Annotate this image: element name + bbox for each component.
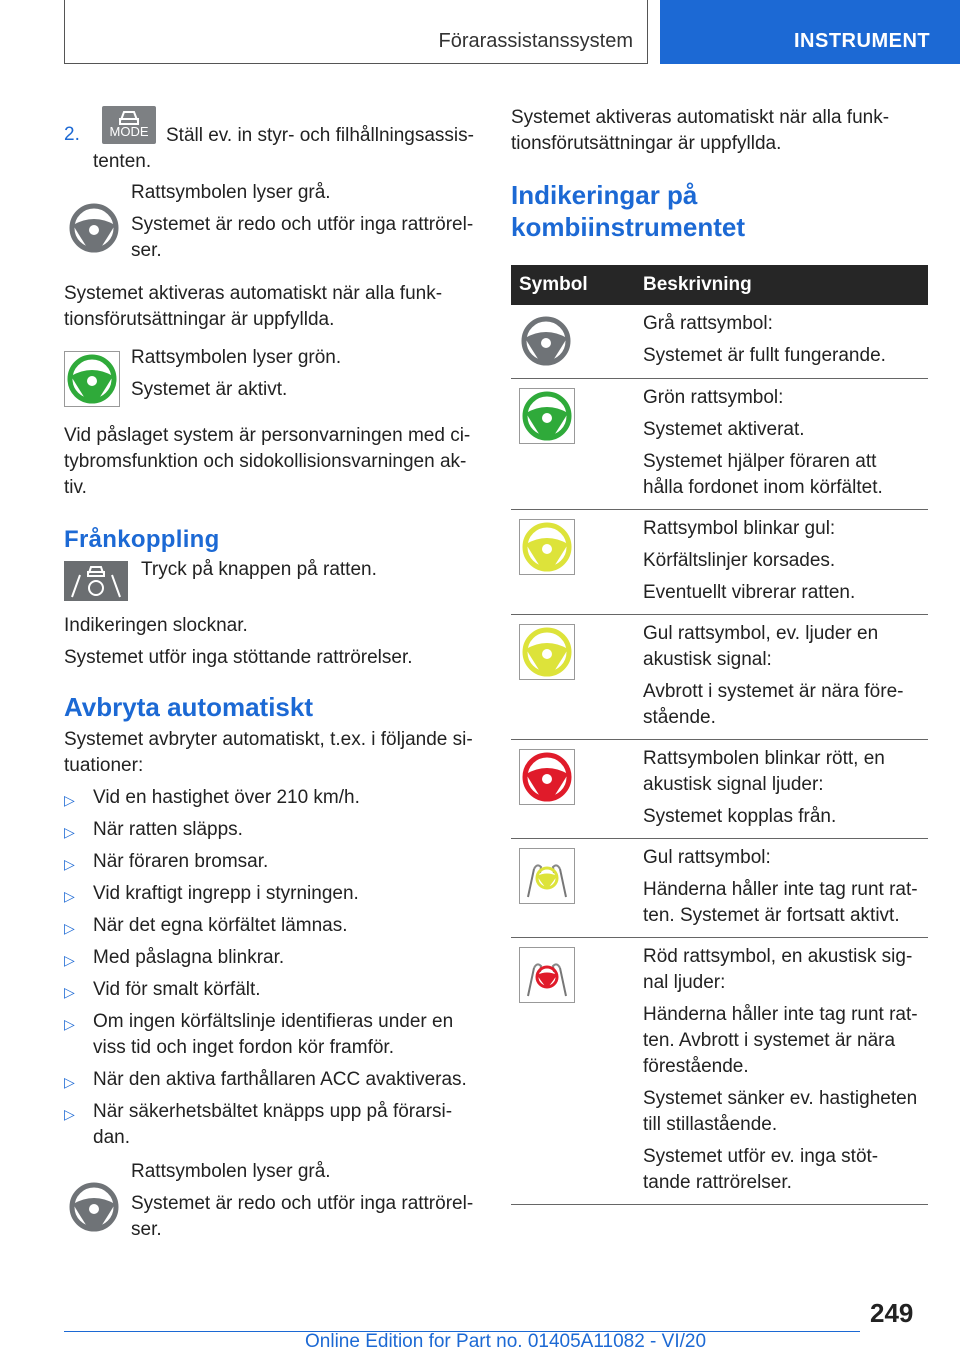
abort-intro-line1: Systemet avbryter automatiskt, t.ex. i följande si- xyxy=(64,729,473,750)
heading-frankoppling: Frånkoppling xyxy=(64,526,220,553)
grey-note-line2: Systemet är redo och utför inga rattrörel- xyxy=(131,214,474,235)
table-row xyxy=(511,510,928,615)
description-line: Systemet sänker ev. hastigheten xyxy=(643,1088,918,1109)
list-item: ▷ När det egna körfältet lämnas. xyxy=(64,913,480,939)
header-chapter-tab xyxy=(660,0,960,64)
steering-wheel-yellow-icon xyxy=(520,625,574,679)
right-activation-line2: tionsförutsättningar är uppfyllda. xyxy=(511,133,782,154)
th-description: Beskrivning xyxy=(635,265,928,305)
description-line: Gul rattsymbol, ev. ljuder en xyxy=(643,623,879,644)
off-button-note xyxy=(64,557,480,607)
steering-wheel-grey-icon xyxy=(519,314,573,368)
bullet-triangle-icon: ▷ xyxy=(64,1106,75,1122)
steering-wheel-grey-icon xyxy=(67,201,121,255)
grey-note-line1: Rattsymbolen lyser grå. xyxy=(131,182,331,203)
description-line: Systemet utför ev. inga stöt- xyxy=(643,1146,879,1167)
green-note-line1: Rattsymbolen lyser grön. xyxy=(131,347,342,368)
description-line: Systemet hjälper föraren att xyxy=(643,451,877,472)
bullet-triangle-icon: ▷ xyxy=(64,952,75,968)
header-section-title: Förarassistanssystem xyxy=(438,30,633,52)
symbol-frame xyxy=(519,624,575,680)
list-item: ▷ Om ingen körfältslinje identifieras under en viss tid och inget fordon kör framför. xyxy=(64,1011,454,1058)
footer-edition: Online Edition for Part no. 01405A11082 - VI/20 xyxy=(305,1331,707,1352)
abort-list xyxy=(64,785,480,1151)
symbol-frame xyxy=(519,314,573,368)
description-line: ten. Avbrott i systemet är nära xyxy=(643,1030,896,1051)
description-cell xyxy=(635,938,928,1205)
bullet-triangle-icon: ▷ xyxy=(64,1074,75,1090)
person-warning-line3: tiv. xyxy=(64,477,87,498)
description-line: stående. xyxy=(643,707,716,728)
header-section-box xyxy=(64,0,648,64)
person-warning-line1: Vid påslaget system är personvarningen med ci- xyxy=(64,425,471,446)
left-column xyxy=(64,98,480,1239)
page-number: 249 xyxy=(870,1298,914,1328)
off-note-text: Tryck på knappen på ratten. xyxy=(141,559,377,580)
symbol-frame xyxy=(519,947,575,1003)
symbol-cell xyxy=(511,615,635,740)
symbol-frame xyxy=(519,388,575,444)
bullet-triangle-icon: ▷ xyxy=(64,888,75,904)
off-line1: Indikeringen slocknar. xyxy=(64,615,248,636)
description-line: till stillastående. xyxy=(643,1114,778,1135)
description-line: Systemet är fullt fungerande. xyxy=(643,345,886,366)
grey-note2-line2: Systemet är redo och utför inga rattrörel- xyxy=(131,1193,474,1214)
description-line: Röd rattsymbol, en akustisk sig- xyxy=(643,946,913,967)
right-activation-line1: Systemet aktiveras automatiskt när alla funk- xyxy=(511,107,890,128)
lane-assist-button-icon xyxy=(64,561,128,601)
grey-wheel-note-2 xyxy=(64,1159,480,1239)
description-line: Körfältslinjer korsades. xyxy=(643,550,836,571)
activation-paragraph-line2: tionsförutsättningar är uppfyllda. xyxy=(64,309,335,330)
table-row xyxy=(511,740,928,839)
list-item: ▷ Vid för smalt körfält. xyxy=(64,977,480,1003)
table-row xyxy=(511,615,928,740)
steering-wheel-grey-icon xyxy=(67,1180,121,1234)
grey-note-line3: ser. xyxy=(131,240,162,261)
description-line: Händerna håller inte tag runt rat- xyxy=(643,1004,918,1025)
bullet-triangle-icon: ▷ xyxy=(64,792,75,808)
description-line: Grön rattsymbol: xyxy=(643,387,784,408)
list-item: ▷ När ratten släpps. xyxy=(64,817,480,843)
hands-wheel-yellow-icon xyxy=(520,849,574,903)
header-chapter-title: INSTRUMENT xyxy=(794,30,931,52)
steering-wheel-green-icon xyxy=(65,352,119,406)
green-note-line2: Systemet är aktivt. xyxy=(131,379,288,400)
steering-wheel-green-icon xyxy=(520,389,574,443)
grey-wheel-note-1 xyxy=(64,180,480,278)
list-item: ▷ Vid kraftigt ingrepp i styrningen. xyxy=(64,881,480,907)
symbol-cell xyxy=(511,379,635,510)
symbol-frame xyxy=(519,519,575,575)
symbol-cell xyxy=(511,938,635,1205)
description-line: tande rattrörelser. xyxy=(643,1172,792,1193)
description-line: Systemet kopplas från. xyxy=(643,806,837,827)
list-item: ▷ När föraren bromsar. xyxy=(64,849,480,875)
description-line: hålla fordonet inom körfältet. xyxy=(643,477,883,498)
indicator-table xyxy=(511,265,928,1205)
symbol-cell xyxy=(511,740,635,839)
wheel-button-image xyxy=(64,561,128,601)
green-wheel-note xyxy=(64,345,480,407)
description-line: nal ljuder: xyxy=(643,972,726,993)
bullet-triangle-icon: ▷ xyxy=(64,1016,75,1032)
th-symbol: Symbol xyxy=(511,265,635,305)
heading-indikeringar-line2: kombiinstrumentet xyxy=(511,212,746,242)
green-wheel-frame xyxy=(64,351,120,407)
description-line: Rattsymbolen blinkar rött, en xyxy=(643,748,885,769)
description-cell xyxy=(635,510,928,615)
person-warning-line2: tybromsfunktion och sidokollisionsvarningen ak- xyxy=(64,451,467,472)
list-item: ▷ Med påslagna blinkrar. xyxy=(64,945,480,971)
hands-wheel-red-icon xyxy=(520,948,574,1002)
description-line: Rattsymbol blinkar gul: xyxy=(643,518,836,539)
bullet-triangle-icon: ▷ xyxy=(64,920,75,936)
description-cell xyxy=(635,839,928,938)
list-item: ▷ När säkerhetsbältet knäpps upp på förarsi- dan. xyxy=(64,1101,453,1148)
table-row xyxy=(511,305,928,379)
table-row xyxy=(511,379,928,510)
grey-note2-line3: ser. xyxy=(131,1219,162,1240)
symbol-cell xyxy=(511,305,635,379)
grey-note2-line1: Rattsymbolen lyser grå. xyxy=(131,1161,331,1182)
mode-button-image xyxy=(102,106,156,144)
symbol-frame xyxy=(519,749,575,805)
right-column xyxy=(511,98,928,1205)
description-cell xyxy=(635,740,928,839)
table-row xyxy=(511,839,928,938)
list-item: ▷ När den aktiva farthållaren ACC avaktiveras. xyxy=(64,1067,480,1093)
abort-intro-line2: tuationer: xyxy=(64,755,144,776)
description-cell xyxy=(635,379,928,510)
description-line: akustisk signal: xyxy=(643,649,772,670)
symbol-cell xyxy=(511,510,635,615)
description-line: akustisk signal ljuder: xyxy=(643,774,824,795)
step-2 xyxy=(64,98,480,170)
off-line2: Systemet utför inga stöttande rattrörelser. xyxy=(64,647,413,668)
description-line: Grå rattsymbol: xyxy=(643,313,773,334)
heading-avbryta: Avbryta automatiskt xyxy=(64,692,313,722)
description-line: Systemet aktiverat. xyxy=(643,419,805,440)
description-line: Avbrott i systemet är nära före- xyxy=(643,681,904,702)
bullet-triangle-icon: ▷ xyxy=(64,856,75,872)
symbol-cell xyxy=(511,839,635,938)
table-row xyxy=(511,938,928,1205)
bullet-triangle-icon: ▷ xyxy=(64,824,75,840)
heading-indikeringar-line1: Indikeringar på xyxy=(511,180,698,210)
mode-label: MODE xyxy=(109,124,149,139)
list-item: ▷ Vid en hastighet över 210 km/h. xyxy=(64,785,480,811)
description-line: ten. Systemet är fortsatt aktivt. xyxy=(643,905,900,926)
activation-paragraph-line1: Systemet aktiveras automatiskt när alla funk- xyxy=(64,283,443,304)
description-line: Gul rattsymbol: xyxy=(643,847,771,868)
steering-wheel-red-icon xyxy=(520,750,574,804)
step-text-line1: Ställ ev. in styr- och filhållningsassis- xyxy=(166,125,474,146)
description-line: Händerna håller inte tag runt rat- xyxy=(643,879,918,900)
steering-wheel-yellow-icon xyxy=(520,520,574,574)
description-cell xyxy=(635,615,928,740)
symbol-frame xyxy=(519,848,575,904)
description-line: Eventuellt vibrerar ratten. xyxy=(643,582,856,603)
step-text-line2: tenten. xyxy=(93,151,152,172)
description-cell xyxy=(635,305,928,379)
bullet-triangle-icon: ▷ xyxy=(64,984,75,1000)
description-line: förestående. xyxy=(643,1056,749,1077)
step-number: 2. xyxy=(64,124,80,145)
table-header-row xyxy=(511,265,928,305)
